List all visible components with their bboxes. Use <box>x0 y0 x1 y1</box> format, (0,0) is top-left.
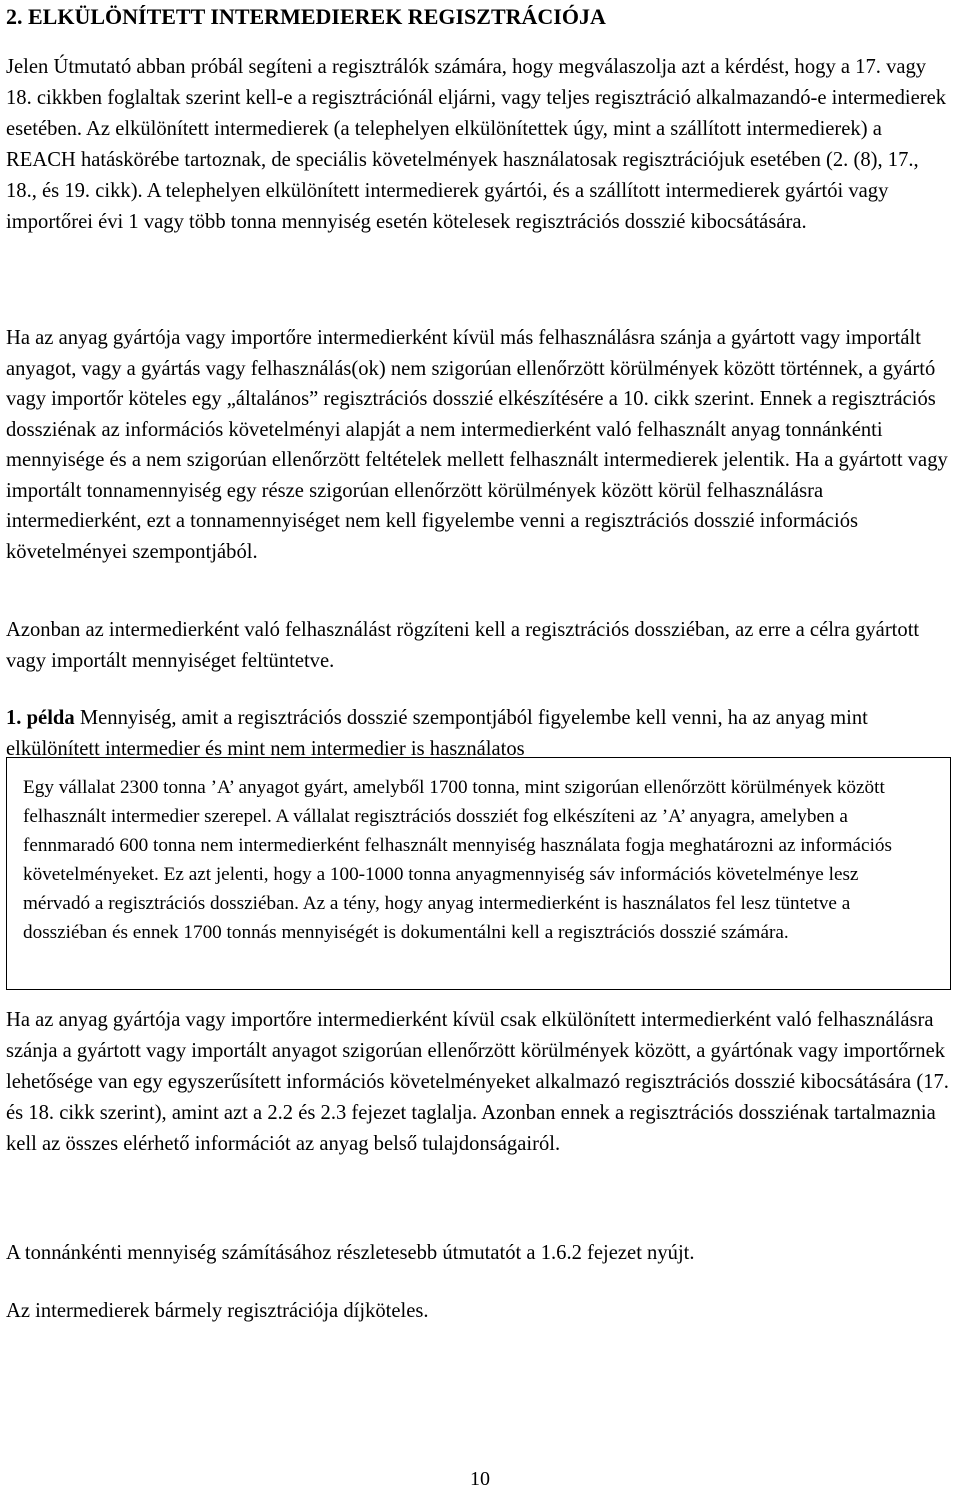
paragraph-tonnage-guidance: A tonnánkénti mennyiség számításához részletesebb útmutatót a 1.6.2 fejezet nyújt. <box>6 1242 695 1264</box>
example-title: Mennyiség, amit a regisztrációs dosszié szempontjából figyelembe kell venni, ha az anyag mint elkülönített intermedier és mint nem intermedier is használatos <box>6 707 868 760</box>
paragraph-simplified-registration: Ha az anyag gyártója vagy importőre intermedierként kívül csak elkülönített intermedierként való felhasználásra szánja a gyártott vagy importált anyagot szigorúan ellenőrzött körülmények között, a gyártónak vagy importőrnek lehetősége van egy egyszerűsített információs követelményeket alkalmazó regisztrációs dosszié kibocsátására (17. és 18. cikk szerint), amint azt a 2.2 és 2.3 fejezet taglalja. Azonban ennek a regisztrációs dossziénak tartalmaznia kell az összes elérhető információt az anyag belső tulajdonságairól. <box>6 1009 949 1155</box>
paragraph-fee: Az intermedierek bármely regisztrációja díjköteles. <box>6 1300 429 1322</box>
paragraph-general-registration: Ha az anyag gyártója vagy importőre intermedierként kívül más felhasználásra szánja a gyártott vagy importált anyagot, vagy a gyártás vagy felhasználás(ok) nem szigorúan ellenőrzött körülmények között történnek, a gyártó vagy importőr köteles egy „általános” regisztrációs dosszié elkészítésére a 10. cikk szerint. Ennek a regisztrációs dossziénak az információs követelményi alapját a nem intermedierként való felhasznált anyag tonnánkénti mennyisége és a nem szigorúan ellenőrzött feltételek mellett felhasznált intermedierek jelentik. Ha a gyártott vagy importált tonnamennyiség egy része szigorúan ellenőrzött körülmények között körül felhasználásra intermedierként, ezt a tonnamennyiséget nem kell figyelembe venni a regisztrációs dosszié információs követelményei szempontjából. <box>6 327 948 563</box>
example-box <box>6 757 951 990</box>
example-heading <box>6 703 954 765</box>
paragraph-intro: Jelen Útmutató abban próbál segíteni a regisztrálók számára, hogy megválaszolja azt a kérdést, hogy a 17. vagy 18. cikkben foglaltak szerint kell-e a regisztrációnál eljárni, vagy teljes regisztráció alkalmazandó-e intermedierek esetében. Az elkülönített intermedierek (a telephelyen elkülönítettek úgy, mint a szállított intermedierek) a REACH hatáskörébe tartoznak, de speciális követelmények használatosak regisztrációjuk esetében (2. (8), 17., 18., és 19. cikk). A telephelyen elkülönített intermedierek gyártói, és a szállított intermedierek gyártói vagy importőrei évi 1 vagy több tonna mennyiség esetén kötelesek regisztrációs dosszié kibocsátására. <box>6 56 947 233</box>
example-box-text: Egy vállalat 2300 tonna ’A’ anyagot gyárt, amelyből 1700 tonna, mint szigorúan ellenőrzött körülmények között felhasznált intermedier szerepel. A vállalat regisztrációs dossziét fog elkészíteni az ’A’ anyagra, amelyben a fennmaradó 600 tonna nem intermedierként felhasznált mennyiség használata fogja meghatározni az információs követelményeket. Ez azt jelenti, hogy a 100-1000 tonna anyagmennyiség sáv információs követelménye lesz mérvadó a regisztrációs dossziéban. Az a tény, hogy anyag intermedierként is használatos fel lesz tüntetve a dossziéban és ennek 1700 tonnás mennyiségét is dokumentálni kell a regisztrációs dosszié számára. <box>23 777 892 943</box>
page-number: 10 <box>470 1468 490 1490</box>
section-heading: 2. ELKÜLÖNÍTETT INTERMEDIEREK REGISZTRÁCIÓJA <box>6 4 606 29</box>
example-label: 1. példa <box>6 707 75 729</box>
paragraph-record-use: Azonban az intermedierként való felhasználást rögzíteni kell a regisztrációs dossziéban, az erre a célra gyártott vagy importált mennyiséget feltüntetve. <box>6 619 920 672</box>
